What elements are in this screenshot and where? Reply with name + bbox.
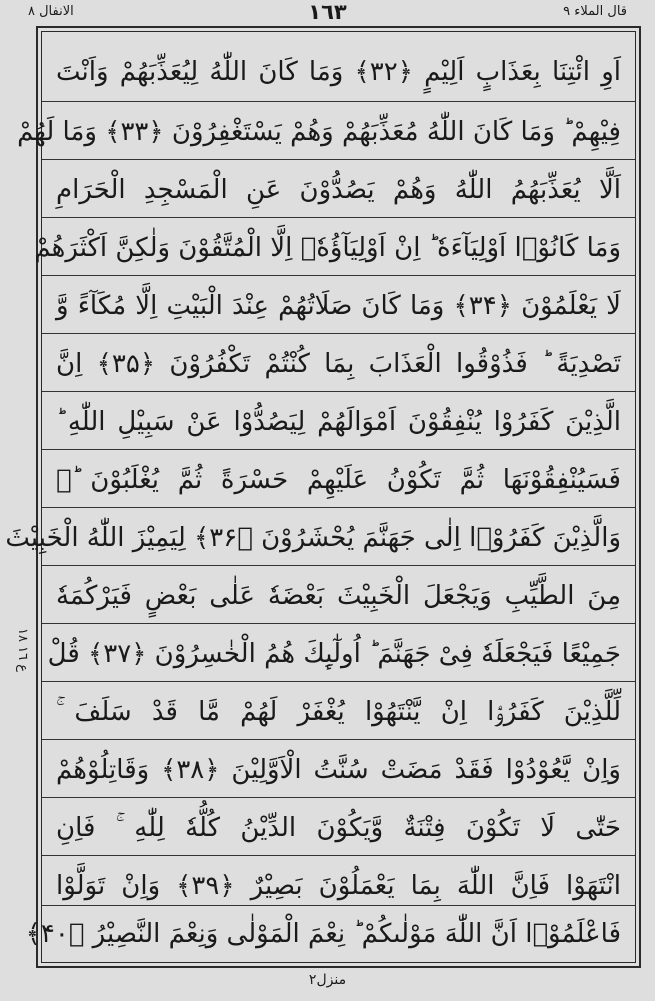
manzil-marker: منزل۲: [308, 972, 347, 988]
verse-line: تَصْدِیَةً ؕ فَذُوْقُوا الْعَذَابَ بِمَا كُنْتُمْ تَكْفُرُوْنَ ﴿۳۵﴾ اِنَّ: [56, 349, 622, 379]
verse-line: فِیْهِمْ ؕ وَمَا كَانَ اللّٰهُ مُعَذِّبَهُمْ وَهُمْ یَسْتَغْفِرُوْنَ ﴿۳۳﴾ وَمَا لَهُمْ: [17, 117, 621, 147]
juz-name: قال الملاء ٩: [563, 4, 627, 19]
verse-line: فَاعْلَمُوْۤا اَنَّ اللّٰهَ مَوْلٰىكُمْ ؕ نِعْمَ الْمَوْلٰى وَنِعْمَ النَّصِیْرُ ﴿۴۰﴾: [25, 919, 621, 949]
ruku-marker: ع ١٦ ١٨: [15, 628, 30, 672]
verse-line: وَالَّذِیْنَ كَفَرُوْۤا اِلٰى جَهَنَّمَ یُحْشَرُوْنَ ﴿۳۶﴾ لِیَمِیْزَ اللّٰهُ الْخَبِیْثَ: [5, 523, 621, 553]
verse-line: حَتّٰى لَا تَكُوْنَ فِتْنَةٌ وَّیَكُوْنَ الدِّیْنُ كُلُّهٗ لِلّٰهِ ۚ فَاِنِ: [56, 813, 621, 843]
verse-line: جَمِیْعًا فَیَجْعَلَهٗ فِیْ جَهَنَّمَ ؕ اُولٰٓىِٕكَ هُمُ الْخٰسِرُوْنَ ﴿۳۷﴾ قُلْ: [47, 639, 621, 669]
verse-line: مِنَ الطَّیِّبِ وَیَجْعَلَ الْخَبِیْثَ بَعْضَهٗ عَلٰى بَعْضٍ فَیَرْكُمَهٗ: [56, 581, 621, 611]
verse-line: اَلَّا یُعَذِّبَهُمُ اللّٰهُ وَهُمْ یَصُدُّوْنَ عَنِ الْمَسْجِدِ الْحَرَامِ: [56, 175, 621, 205]
verse-line: الَّذِیْنَ كَفَرُوْا یُنْفِقُوْنَ اَمْوَالَهُمْ لِیَصُدُّوْا عَنْ سَبِیْلِ اللّٰهِ ؕ: [56, 407, 621, 437]
page-number: ١٦٣: [308, 0, 347, 24]
verse-line: اَوِ ائْتِنَا بِعَذَابٍ اَلِیْمٍ ﴿۳۲﴾ وَمَا كَانَ اللّٰهُ لِیُعَذِّبَهُمْ وَاَنْتَ: [56, 57, 621, 87]
verse-line: انْتَهَوْا فَاِنَّ اللّٰهَ بِمَا یَعْمَلُوْنَ بَصِیْرٌ ﴿۳۹﴾ وَاِنْ تَوَلَّوْا: [56, 871, 621, 901]
verse-line: وَاِنْ یَّعُوْدُوْا فَقَدْ مَضَتْ سُنَّتُ الْاَوَّلِیْنَ ﴿۳۸﴾ وَقَاتِلُوْهُمْ: [56, 755, 621, 785]
verse-line: لِّلَّذِیْنَ كَفَرُوْۤا اِنْ یَّنْتَهُوْا یُغْفَرْ لَهُمْ مَّا قَدْ سَلَفَ ۚ: [56, 697, 621, 727]
verse-line: فَسَیُنْفِقُوْنَهَا ثُمَّ تَكُوْنُ عَلَیْهِمْ حَسْرَةً ثُمَّ یُغْلَبُوْنَ ؕ۬: [56, 465, 621, 495]
page-header: [20, 2, 635, 28]
surah-name: الانفال ٨: [28, 4, 74, 19]
verse-line: وَمَا كَانُوْۤا اَوْلِیَآءَهٗ ؕ اِنْ اَوْلِیَآؤُهٗۤ اِلَّا الْمُتَّقُوْنَ وَلٰكِنَّ اَكْثَرَهُمْ: [34, 233, 621, 263]
verse-line: لَا یَعْلَمُوْنَ ﴿۳۴﴾ وَمَا كَانَ صَلَاتُهُمْ عِنْدَ الْبَیْتِ اِلَّا مُكَآءً وَّ: [56, 291, 621, 321]
